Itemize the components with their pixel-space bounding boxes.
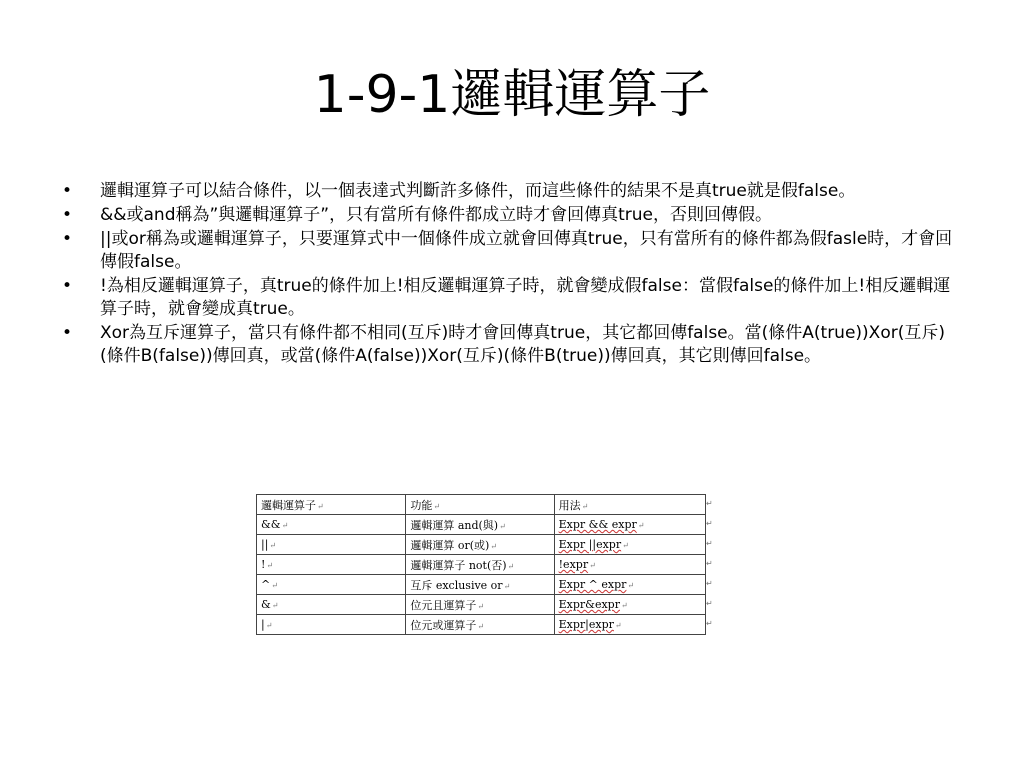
- table-row: [257, 515, 706, 535]
- slide-title: 1-9-1邏輯運算子: [313, 65, 711, 125]
- table-header-cell: 邏輯運算子↵: [257, 495, 406, 515]
- row-end-mark: ↵: [706, 499, 713, 508]
- table-header-cell: 用法↵: [554, 495, 705, 515]
- row-end-marks: [706, 494, 714, 634]
- table-cell: !↵: [257, 555, 406, 575]
- cell-end-mark: ↵: [581, 501, 589, 511]
- cell-end-mark: ↵: [627, 581, 635, 590]
- row-end-mark: ↵: [706, 539, 713, 548]
- table-cell: Expr ||expr↵: [554, 535, 705, 555]
- bullet-item: [62, 228, 957, 274]
- table-cell: ^↵: [257, 575, 406, 595]
- bullet-list: [62, 180, 957, 369]
- table-cell: 位元且運算子↵: [406, 595, 554, 615]
- table-cell: 邏輯運算子 not(否)↵: [406, 555, 554, 575]
- bullet-text: 邏輯運算子可以結合條件，以一個表達式判斷許多條件，而這些條件的結果不是真true就是假false。: [100, 181, 856, 201]
- cell-end-mark: ↵: [433, 501, 441, 511]
- table-cell: Expr&expr↵: [554, 595, 705, 615]
- row-end-mark: ↵: [706, 599, 713, 608]
- bullet-dot: •: [62, 323, 73, 343]
- bullet-text: Xor為互斥運算子，當只有條件都不相同(互斥)時才會回傳真true，其它都回傳false。當(條件A(true))Xor(互斥)(條件B(false))傳回真，或當(條件A(false))Xor(互斥)(條件B(true))傳回真，其它則傳回false。: [100, 323, 945, 366]
- cell-end-mark: ↵: [589, 561, 596, 570]
- table-row: [257, 615, 706, 635]
- cell-end-mark: ↵: [637, 521, 645, 530]
- bullet-dot: •: [62, 181, 73, 201]
- table-header-cell: 功能↵: [406, 495, 554, 515]
- cell-end-mark: ↵: [271, 601, 279, 610]
- table-row: [257, 575, 706, 595]
- table-cell: 位元或運算子↵: [406, 615, 554, 635]
- cell-end-mark: ↵: [281, 521, 289, 530]
- cell-end-mark: ↵: [477, 601, 485, 611]
- bullet-item: [62, 204, 957, 227]
- cell-end-mark: ↵: [622, 541, 629, 550]
- table-cell: &↵: [257, 595, 406, 615]
- bullet-text: &&或and稱為”與邏輯運算子”，只有當所有條件都成立時才會回傳真true，否則回傳假。: [100, 205, 772, 225]
- bullet-dot: •: [62, 276, 73, 296]
- table-cell: &&↵: [257, 515, 406, 535]
- table-cell: ||↵: [257, 535, 406, 555]
- row-end-mark: ↵: [706, 579, 713, 588]
- table-cell: !expr↵: [554, 555, 705, 575]
- table-header-row: [257, 495, 706, 515]
- cell-end-mark: ↵: [499, 521, 506, 531]
- row-end-mark: ↵: [706, 559, 713, 568]
- cell-end-mark: ↵: [620, 601, 628, 610]
- operator-table-image: [256, 494, 714, 640]
- cell-end-mark: ↵: [266, 561, 274, 570]
- bullet-text: !為相反邏輯運算子，真true的條件加上!相反邏輯運算子時，就會變成假false：當假false的條件加上!相反邏輯運算子時，就會變成真true。: [100, 276, 951, 319]
- cell-end-mark: ↵: [490, 541, 497, 551]
- table-row: [257, 535, 706, 555]
- cell-end-mark: ↵: [317, 501, 324, 511]
- bullet-item: [62, 180, 957, 203]
- table-cell: |↵: [257, 615, 406, 635]
- row-end-mark: ↵: [706, 519, 713, 528]
- bullet-item: [62, 322, 957, 368]
- row-end-mark: ↵: [706, 619, 713, 628]
- table-cell: Expr|expr↵: [554, 615, 705, 635]
- table-cell: 邏輯運算 or(或)↵: [406, 535, 554, 555]
- cell-end-mark: ↵: [477, 621, 485, 631]
- table-cell: Expr && expr↵: [554, 515, 705, 535]
- bullet-dot: •: [62, 205, 73, 225]
- cell-end-mark: ↵: [507, 561, 515, 571]
- table-row: [257, 595, 706, 615]
- cell-end-mark: ↵: [265, 621, 273, 630]
- bullet-dot: •: [62, 229, 73, 249]
- cell-end-mark: ↵: [614, 621, 622, 630]
- operator-table: [256, 494, 706, 635]
- table-row: [257, 555, 706, 575]
- table-cell: 邏輯運算 and(與)↵: [406, 515, 554, 535]
- bullet-text: ||或or稱為或邏輯運算子，只要運算式中一個條件成立就會回傳真true，只有當所有的條件都為假fasle時，才會回傳假false。: [100, 229, 953, 272]
- table-cell: Expr ^ expr↵: [554, 575, 705, 595]
- bullet-item: [62, 275, 957, 321]
- cell-end-mark: ↵: [269, 541, 277, 550]
- cell-end-mark: ↵: [271, 581, 278, 590]
- cell-end-mark: ↵: [503, 581, 511, 591]
- table-cell: 互斥 exclusive or↵: [406, 575, 554, 595]
